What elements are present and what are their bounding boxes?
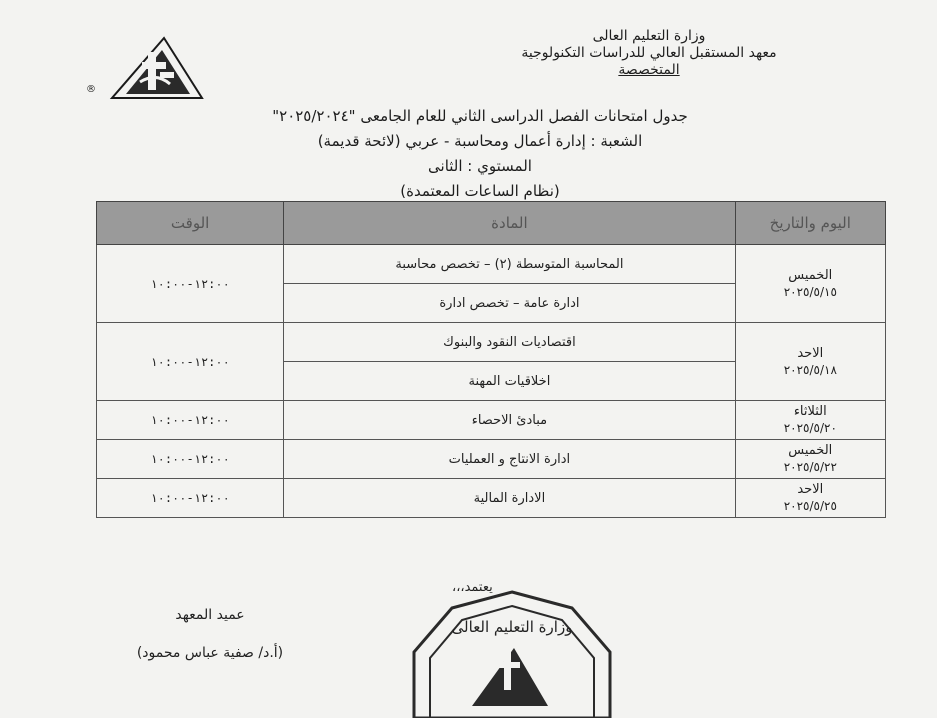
- subject-cell: اقتصاديات النقود والبنوك: [284, 323, 735, 362]
- official-stamp-icon: [402, 588, 622, 718]
- approval-label: يعتمد،،،: [452, 580, 493, 595]
- time-cell: ١٢:٠٠-١٠:٠٠: [97, 479, 284, 518]
- header-day: اليوم والتاريخ: [735, 202, 885, 245]
- day-name: الاحد: [797, 482, 824, 497]
- day-cell: [735, 323, 885, 401]
- institution-header: [439, 28, 859, 79]
- subject-cell: مبادئ الاحصاء: [284, 401, 735, 440]
- stamp-text: وزارة التعليم العالى: [451, 618, 573, 636]
- table-row: [97, 401, 886, 440]
- table-header-row: [97, 202, 886, 245]
- time-cell: ١٢:٠٠-١٠:٠٠: [97, 245, 284, 323]
- registered-mark: ®: [86, 84, 96, 95]
- dean-signature-block: [100, 596, 320, 672]
- exam-table: [96, 201, 886, 518]
- institute-name-cont: المتخصصة: [618, 62, 680, 78]
- day-name: الخميس: [788, 443, 833, 458]
- table-row: [97, 323, 886, 362]
- subject-cell: اخلاقيات المهنة: [284, 362, 735, 401]
- day-cell: [735, 479, 885, 518]
- day-cell: [735, 245, 885, 323]
- subject-cell: الادارة المالية: [284, 479, 735, 518]
- header-time: الوقت: [97, 202, 284, 245]
- day-date: ٢٠٢٥/٥/٢٥: [783, 499, 837, 513]
- subject-cell: ادارة الانتاج و العمليات: [284, 440, 735, 479]
- dean-name: (أ.د/ صفية عباس محمود): [136, 645, 284, 661]
- day-date: ٢٠٢٥/٥/١٥: [783, 284, 837, 299]
- day-cell: [735, 440, 885, 479]
- day-name: الاحد: [797, 345, 824, 361]
- day-date: ٢٠٢٥/٥/١٨: [783, 362, 837, 377]
- level-line: المستوي : الثانى: [428, 157, 532, 175]
- schedule-title: جدول امتحانات الفصل الدراسى الثاني للعام الجامعى "٢٠٢٥/٢٠٢٤": [272, 107, 688, 125]
- institute-logo-icon: [100, 32, 210, 102]
- division-line: الشعبة : إدارة أعمال ومحاسبة - عربي (لائحة قديمة): [317, 132, 643, 150]
- table-row: [97, 479, 886, 518]
- institute-name: معهد المستقبل العالي للدراسات التكنولوجية: [521, 45, 777, 61]
- table-row: [97, 440, 886, 479]
- system-line: (نظام الساعات المعتمدة): [400, 182, 560, 200]
- day-cell: [735, 401, 885, 440]
- day-date: ٢٠٢٥/٥/٢٢: [783, 460, 837, 474]
- day-name: الخميس: [788, 267, 833, 283]
- exam-titles: [130, 104, 830, 204]
- header-subject: المادة: [284, 202, 735, 245]
- time-cell: ١٢:٠٠-١٠:٠٠: [97, 440, 284, 479]
- time-cell: ١٢:٠٠-١٠:٠٠: [97, 401, 284, 440]
- table-row: [97, 245, 886, 284]
- day-date: ٢٠٢٥/٥/٢٠: [783, 421, 837, 435]
- dean-title: عميد المعهد: [175, 607, 245, 623]
- subject-cell: المحاسبة المتوسطة (٢) – تخصص محاسبة: [284, 245, 735, 284]
- day-name: الثلاثاء: [793, 404, 827, 419]
- ministry-name: وزارة التعليم العالى: [592, 28, 706, 44]
- time-cell: ١٢:٠٠-١٠:٠٠: [97, 323, 284, 401]
- subject-cell: ادارة عامة – تخصص ادارة: [284, 284, 735, 323]
